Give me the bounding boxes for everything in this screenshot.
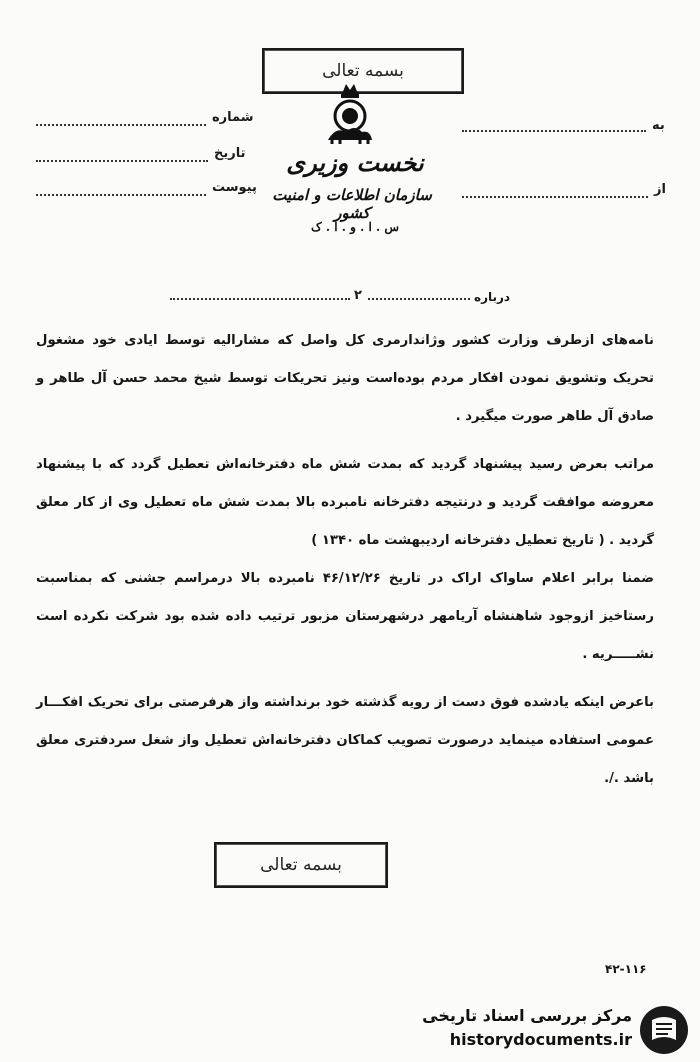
date-line <box>36 160 208 162</box>
org-code: س . ا . و . ا . ک <box>311 220 399 234</box>
subject-label: درباره <box>474 290 511 304</box>
attachment-line <box>36 194 206 196</box>
subject-line-left <box>170 298 350 300</box>
attachment-label: پیوست <box>212 180 257 195</box>
watermark-title: مرکز بررسی اسناد تاریخی <box>422 1006 632 1025</box>
number-line <box>36 124 206 126</box>
page-number: ۴۲-۱۱۶ <box>605 962 647 976</box>
number-label: شماره <box>212 110 254 125</box>
body-paragraph-1: نامه‌های ازطرف وزارت کشور وژاندارمری کل واصل که مشارالیه توسط ایادی خود مشغول تحریک وتشویق نمودن افکار مردم بوده‌است ونیز تحریکات توسط شیخ محمد حسن آل طاهر و صادق آل طاهر صورت میگیرد . <box>36 333 654 424</box>
watermark <box>412 1002 694 1058</box>
from-label: از <box>654 182 666 197</box>
top-stamp-text: بسمه تعالی <box>322 61 404 81</box>
date-label: تاریخ <box>214 146 246 161</box>
bottom-stamp-text: بسمه تعالی <box>260 855 342 875</box>
subject-number: ۲ <box>354 288 362 303</box>
to-line <box>462 130 646 132</box>
body-paragraph-2: مراتب بعرض رسید پیشنهاد گردید که بمدت شش ماه دفترخانه‌اش تعطیل گردد که با پیشنهاد معروضه موافقت گردید و درنتیجه دفترخانه نامبرده بالا بمدت شش ماه تعطیل وی از کار معلق گردید . ( تاریخ تعطیل دفترخانه اردیبهشت ماه ۱۳۴۰ ) <box>36 457 654 548</box>
watermark-url: historydocuments.ir <box>449 1030 632 1049</box>
from-line <box>462 196 648 198</box>
body-paragraph-3: ضمنا برابر اعلام ساواک اراک در تاریخ ۴۶/۱۲/۲۶ نامبرده بالا درمراسم جشنی که بمناسبت رستاخیز ازوجود شاهنشاه آریامهر درشهرستان مزبور ترتیب داده شده بود شرکت نکرده است نشـــــریه . <box>36 571 654 662</box>
body-paragraph-4: باعرض اینکه یادشده فوق دست از رویه گذشته خود برنداشته واز هرفرصتی برای تحریک افکـــار عمومی استفاده مینماید درصورت تصویب کماکان دفترخانه‌اش تعطیل واز شغل سردفتری معلق باشد ./. <box>36 695 654 786</box>
scroll-logo-icon <box>638 1004 690 1056</box>
bottom-stamp <box>214 842 388 888</box>
org-title: نخست وزیری <box>286 148 424 177</box>
to-label: به <box>652 118 665 133</box>
lion-and-sun-emblem-icon <box>322 80 378 146</box>
letter-body <box>36 322 654 798</box>
subject-line-right <box>368 298 470 300</box>
org-subtitle: سازمان اطلاعات و امنیت کشور <box>272 186 432 222</box>
